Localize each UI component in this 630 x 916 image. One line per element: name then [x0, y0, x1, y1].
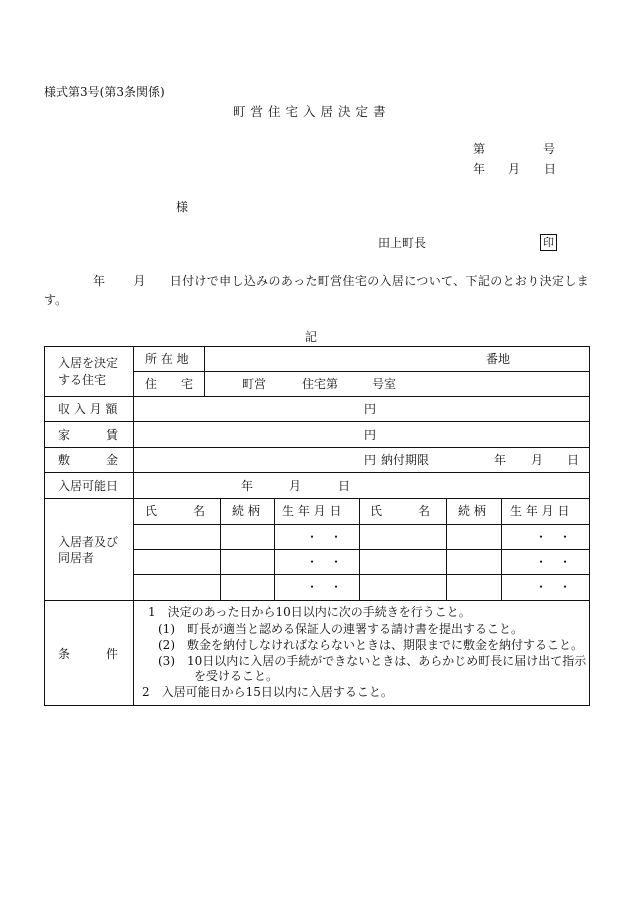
addressee-suffix: 様 — [176, 200, 189, 214]
deposit-label: 敷 金 — [58, 453, 119, 467]
location-label: 所 在 地 — [145, 352, 189, 366]
movein-label: 入居可能日 — [58, 479, 119, 493]
housing-label-1: 入居を決定 — [58, 356, 119, 370]
deadline-month: 月 — [531, 453, 544, 467]
rent-label: 家 賃 — [58, 428, 119, 442]
number-prefix: 第 — [473, 142, 486, 156]
condition-2: 2 入居可能日から15日以内に入居すること。 — [142, 685, 393, 699]
banchi-text: 番地 — [486, 352, 511, 366]
number-suffix: 号 — [543, 142, 556, 156]
form-number: 様式第3号(第3条関係) — [44, 85, 165, 99]
housing-label-2: する住宅 — [58, 373, 107, 387]
col-name-2: 氏 名 — [370, 504, 431, 518]
condition-1-2: (2) 敷金を納付しなければならないときは、期限までに敷金を納付すること。 — [158, 638, 584, 652]
room-number-text: 号室 — [372, 377, 397, 391]
date-day: 日 — [544, 162, 557, 176]
intro-line1: 日付けで申し込みのあった町営住宅の入居について、下記のとおり決定しま — [169, 274, 590, 288]
movein-day: 日 — [338, 479, 351, 493]
deadline-day: 日 — [567, 453, 580, 467]
condition-1-3: (3) 10日以内に入居の手続ができないときは、あらかじめ町長に届け出て指示 — [158, 654, 587, 668]
date-month: 月 — [508, 162, 521, 176]
income-unit: 円 — [364, 402, 377, 416]
col-name-1: 氏 名 — [145, 504, 206, 518]
condition-1-3-cont: を受けること。 — [194, 669, 279, 683]
intro-month: 月 — [133, 274, 146, 288]
rent-unit: 円 — [364, 428, 377, 442]
residents-label-1: 入居者及び — [58, 535, 119, 549]
decision-table — [44, 346, 590, 706]
col-relation-2: 続 柄 — [458, 504, 486, 518]
seal-box: 印 — [540, 234, 557, 251]
intro-paragraph — [44, 272, 589, 310]
birth-dots: ・ ・ — [306, 555, 343, 569]
birth-dots: ・ ・ — [535, 580, 572, 594]
date-year: 年 — [473, 162, 486, 176]
residence-label: 住 宅 — [145, 377, 194, 391]
town-operated-text: 町営 — [242, 377, 267, 391]
ki-heading: 記 — [305, 330, 318, 344]
col-relation-1: 続 柄 — [232, 504, 260, 518]
document-title: 町営住宅入居決定書 — [233, 104, 391, 119]
birth-dots: ・ ・ — [306, 530, 343, 544]
housing-number-text: 住宅第 — [302, 377, 339, 391]
movein-year: 年 — [241, 479, 254, 493]
birth-dots: ・ ・ — [535, 555, 572, 569]
condition-1-1: (1) 町長が適当と認める保証人の連署する請け書を提出すること。 — [158, 622, 524, 636]
intro-year: 年 — [93, 274, 106, 288]
deposit-deadline-label: 納付期限 — [381, 453, 430, 467]
residents-label-2: 同居者 — [58, 551, 95, 565]
issuer-name: 田上町長 — [378, 236, 427, 250]
deadline-year: 年 — [494, 453, 507, 467]
birth-dots: ・ ・ — [306, 580, 343, 594]
birth-dots: ・ ・ — [535, 530, 572, 544]
deposit-unit: 円 — [364, 453, 377, 467]
intro-line2: す。 — [44, 293, 68, 307]
condition-1: 1 決定のあった日から10日以内に次の手続きを行うこと。 — [148, 605, 471, 619]
conditions-label: 条 件 — [58, 647, 119, 661]
movein-month: 月 — [289, 479, 302, 493]
income-label: 収 入 月 額 — [58, 402, 118, 416]
col-birthdate-1: 生 年 月 日 — [282, 504, 342, 518]
col-birthdate-2: 生 年 月 日 — [510, 504, 570, 518]
